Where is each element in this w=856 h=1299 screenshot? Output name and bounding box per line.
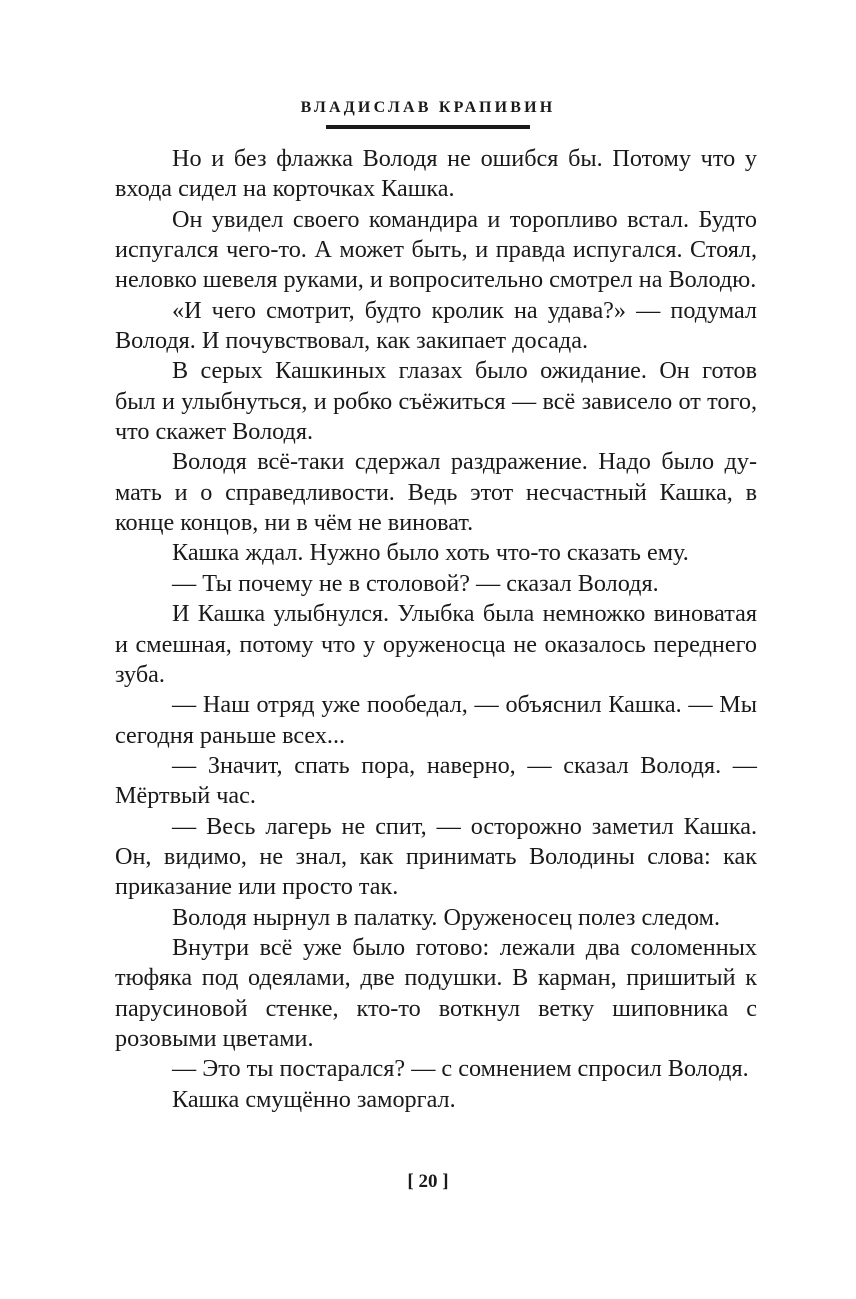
- paragraph: — Это ты постарался? — с сомнением спросил Володя.: [172, 1055, 749, 1083]
- paragraph: Володя нырнул в палатку. Оруженосец полез следом.: [172, 903, 720, 931]
- paragraph: — Ты почему не в столовой? — сказал Володя.: [172, 569, 659, 597]
- paragraph: И Кашка улыбнулся. Улыбка была немножко виноватая и смешная, потому что у оруженосца не оказалось переднего зуба.: [115, 600, 757, 688]
- paragraph: Но и без флажка Володя не ошибся бы. Потому что у входа сидел на корточках Кашка.: [115, 145, 757, 203]
- paragraph: Кашка ждал. Нужно было хоть что-то сказать ему.: [172, 539, 689, 567]
- paragraph: — Весь лагерь не спит, — осторожно заметил Кашка. Он, видимо, не знал, как принимать Володины слова: как приказание или просто так.: [115, 812, 757, 901]
- paragraph: — Значит, спать пора, наверно, — сказал Володя. — Мёртвый час.: [115, 751, 757, 810]
- header-rule: [326, 125, 530, 129]
- page-number: [ 20 ]: [407, 1171, 449, 1192]
- paragraph: Кашка смущённо заморгал.: [172, 1085, 456, 1113]
- paragraph: Внутри всё уже было готово: лежали два соломенных тюфяка под одеялами, две подушки. В карман, пришитый к парусиновой стенке, кто-то воткнул ветку шиповника с розовыми цветами.: [115, 933, 757, 1052]
- author-name: ВЛАДИСЛАВ КРАПИВИН: [300, 99, 556, 116]
- body-text: [115, 144, 757, 1115]
- running-head: [0, 96, 856, 129]
- paragraph: В серых Кашкиных глазах было ожидание. Он готов был и улыбнуться, и робко съёжиться — всё зависело от того, что скажет Володя.: [115, 357, 757, 446]
- paragraph: Он увидел своего командира и торопливо встал. Будто испугался чего-то. А может быть, и правда испугался. Стоял, неловко шевеля руками, и вопросительно смотрел на Володю.: [115, 205, 757, 294]
- paragraph: «И чего смотрит, будто кролик на удава?» — подумал Володя. И почувствовал, как закипает досада.: [115, 296, 757, 355]
- paragraph: — Наш отряд уже пообедал, — объяснил Кашка. — Мы сегодня раньше всех...: [115, 691, 757, 749]
- paragraph: Володя всё-таки сдержал раздражение. Надо было думать и о справедливости. Ведь этот несчастный Кашка, в конце концов, ни в чём не виноват.: [115, 448, 757, 537]
